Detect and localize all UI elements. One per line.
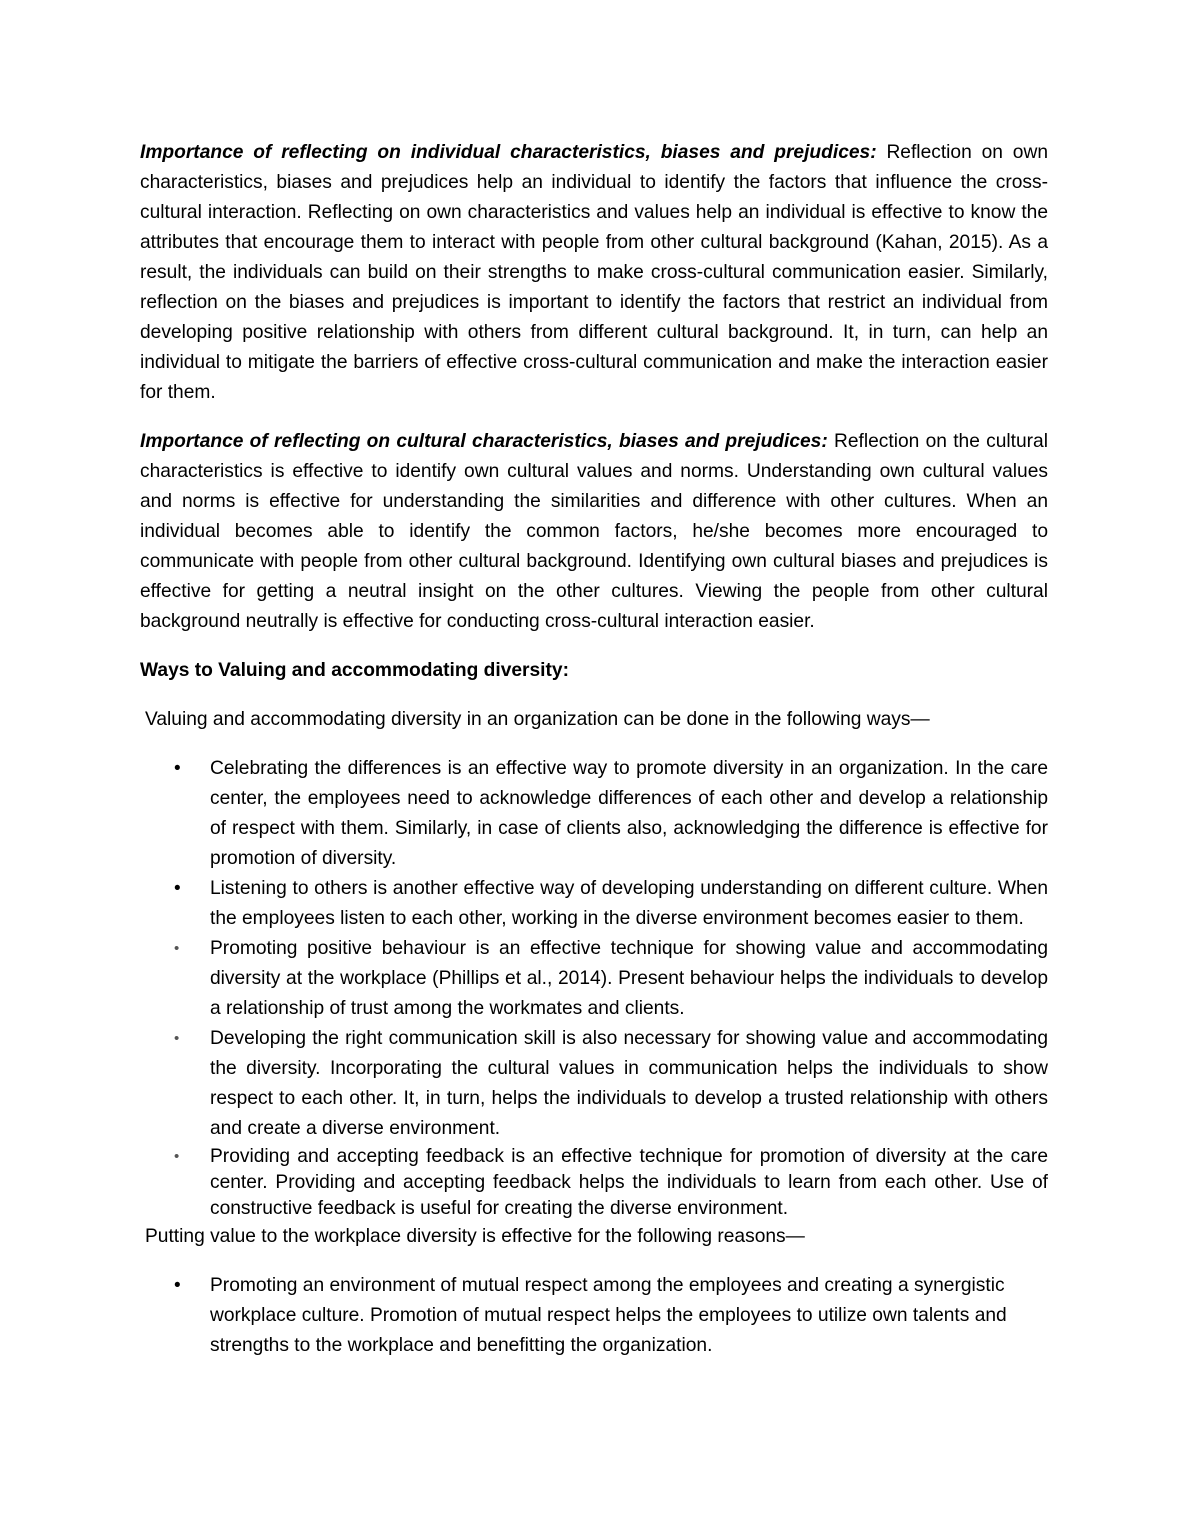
- list-item: [140, 754, 1048, 874]
- diversity-list: [140, 754, 1048, 1222]
- list-item: [140, 874, 1048, 934]
- list-item-text: Celebrating the differences is an effective way to promote diversity in an organization. In the care center, the employees need to acknowledge differences of each other and develop a relationship of respect with them. Similarly, in case of clients also, acknowledging the difference is effective for promotion of diversity.: [210, 758, 1048, 869]
- list-item-text: Developing the right communication skill is also necessary for showing value and accommodating the diversity. Incorporating the cultural values in communication helps the individuals to show respect to each other. It, in turn, helps the individuals to develop a trusted relationship with others and create a diverse environment.: [210, 1028, 1048, 1139]
- list-item-text: Promoting positive behaviour is an effective technique for showing value and accommodating diversity at the workplace (Phillips et al., 2014). Present behaviour helps the individuals to develop a relationship of trust among the workmates and clients.: [210, 938, 1048, 1019]
- bullet-icon: •: [174, 940, 180, 957]
- inline-heading: Importance of reflecting on individual characteristics, biases and prejudices:: [140, 142, 877, 163]
- bullet-icon: •: [174, 758, 181, 779]
- diversity-intro: Valuing and accommodating diversity in an organization can be done in the following ways—: [145, 709, 930, 730]
- list-item-text: Promoting an environment of mutual respect among the employees and creating a synergistic workplace culture. Promotion of mutual respect helps the employees to utilize own talents and strengths to the workplace and benefitting the organization.: [210, 1275, 1007, 1356]
- list-item: [140, 1024, 1048, 1144]
- inline-heading: Importance of reflecting on cultural characteristics, biases and prejudices:: [140, 431, 828, 452]
- reasons-intro: Putting value to the workplace diversity is effective for the following reasons—: [145, 1226, 805, 1247]
- paragraph-cultural-reflection: [140, 427, 1048, 637]
- reasons-list: [140, 1271, 1048, 1361]
- bullet-icon: •: [174, 1030, 180, 1047]
- paragraph-individual-reflection: [140, 138, 1048, 408]
- bullet-icon: •: [174, 878, 181, 899]
- list-item-text: Providing and accepting feedback is an effective technique for promotion of diversity at the care center. Providing and accepting feedback helps the individuals to learn from each other. Use of constructive feedback is useful for creating the diverse environment.: [210, 1146, 1048, 1219]
- list-item: [140, 934, 1048, 1024]
- section-heading-diversity: Ways to Valuing and accommodating diversity:: [140, 660, 569, 681]
- list-item: [140, 1271, 1048, 1361]
- paragraph-body: Reflection on own characteristics, biases and prejudices help an individual to identify the factors that influence the cross-cultural interaction. Reflecting on own characteristics and values help an individual is effective to know the attributes that encourage them to interact with people from other cultural background (Kahan, 2015). As a result, the individuals can build on their strengths to make cross-cultural communication easier. Similarly, reflection on the biases and prejudices is important to identify the factors that restrict an individual from developing positive relationship with others from different cultural background. It, in turn, can help an individual to mitigate the barriers of effective cross-cultural communication and make the interaction easier for them.: [140, 142, 1048, 403]
- bullet-icon: •: [174, 1148, 180, 1165]
- document-page: [140, 138, 1048, 1361]
- list-item: [140, 1144, 1048, 1222]
- list-item-text: Listening to others is another effective way of developing understanding on different culture. When the employees listen to each other, working in the diverse environment becomes easier to them.: [210, 878, 1048, 929]
- bullet-icon: •: [174, 1275, 181, 1296]
- paragraph-body: Reflection on the cultural characteristics is effective to identify own cultural values and norms. Understanding own cultural values and norms is effective for understanding the similarities and difference with other cultures. When an individual becomes able to identify the common factors, he/she becomes more encouraged to communicate with people from other cultural background. Identifying own cultural biases and prejudices is effective for getting a neutral insight on the other cultures. Viewing the people from other cultural background neutrally is effective for conducting cross-cultural interaction easier.: [140, 431, 1048, 632]
